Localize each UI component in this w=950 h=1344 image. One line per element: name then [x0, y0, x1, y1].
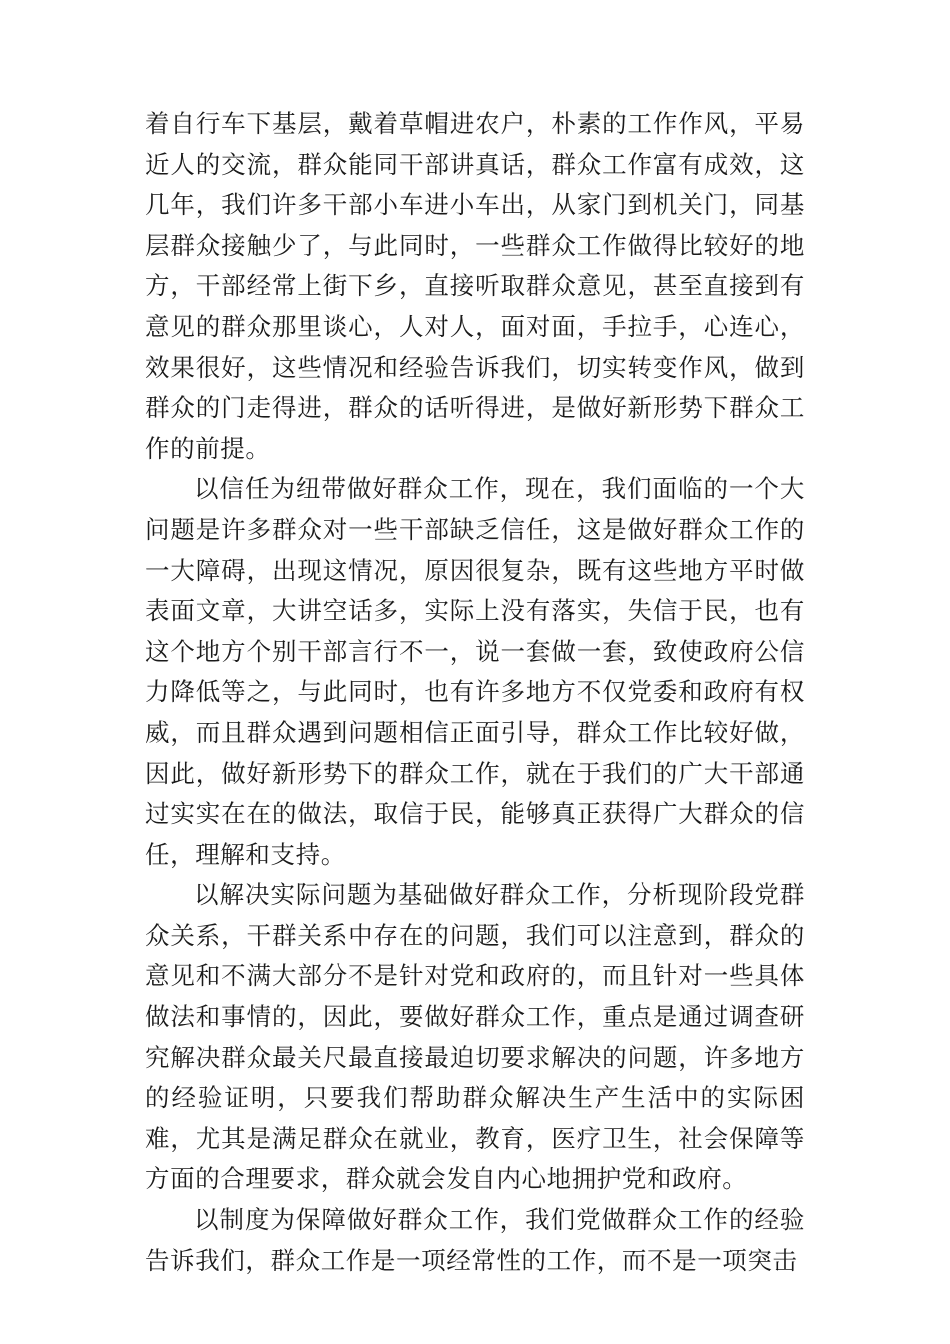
paragraph-1: 着自行车下基层，戴着草帽进农户，朴素的工作作风，平易近人的交流，群众能同干部讲真话，群众工作富有成效，这几年，我们许多干部小车进小车出，从家门到机关门，同基层群众接触少了，与此同时，一些群众工作做得比较好的地方，干部经常上街下乡，直接听取群众意见，甚至直接到有意见的群众那里谈心，人对人，面对面，手拉手，心连心，效果很好，这些情况和经验告诉我们，切实转变作风，做到群众的门走得进，群众的话听得进，是做好新形势下群众工作的前提。 [145, 109, 805, 463]
paragraph-2: 以信任为纽带做好群众工作，现在，我们面临的一个大问题是许多群众对一些干部缺乏信任，这是做好群众工作的一大障碍，出现这情况，原因很复杂，既有这些地方平时做表面文章，大讲空话多，实际上没有落实，失信于民，也有这个地方个别干部言行不一，说一套做一套，致使政府公信力降低等之，与此同时，也有许多地方不仅党委和政府有权威，而且群众遇到问题相信正面引导，群众工作比较好做，因此，做好新形势下的群众工作，就在于我们的广大干部通过实实在在的做法，取信于民，能够真正获得广大群众的信任，理解和支持。 [145, 474, 805, 869]
paragraph-3: 以解决实际问题为基础做好群众工作，分析现阶段党群众关系，干群关系中存在的问题，我们可以注意到，群众的意见和不满大部分不是针对党和政府的，而且针对一些具体做法和事情的，因此，要做好群众工作，重点是通过调查研究解决群众最关尺最直接最迫切要求解决的问题，许多地方的经验证明，只要我们帮助群众解决生产生活中的实际困难，尤其是满足群众在就业，教育，医疗卫生，社会保障等方面的合理要求，群众就会发自内心地拥护党和政府。 [145, 880, 805, 1194]
paragraph-4: 以制度为保障做好群众工作，我们党做群众工作的经验告诉我们，群众工作是一项经常性的工作，而不是一项突击 [145, 1205, 805, 1275]
document-body [145, 104, 805, 1281]
